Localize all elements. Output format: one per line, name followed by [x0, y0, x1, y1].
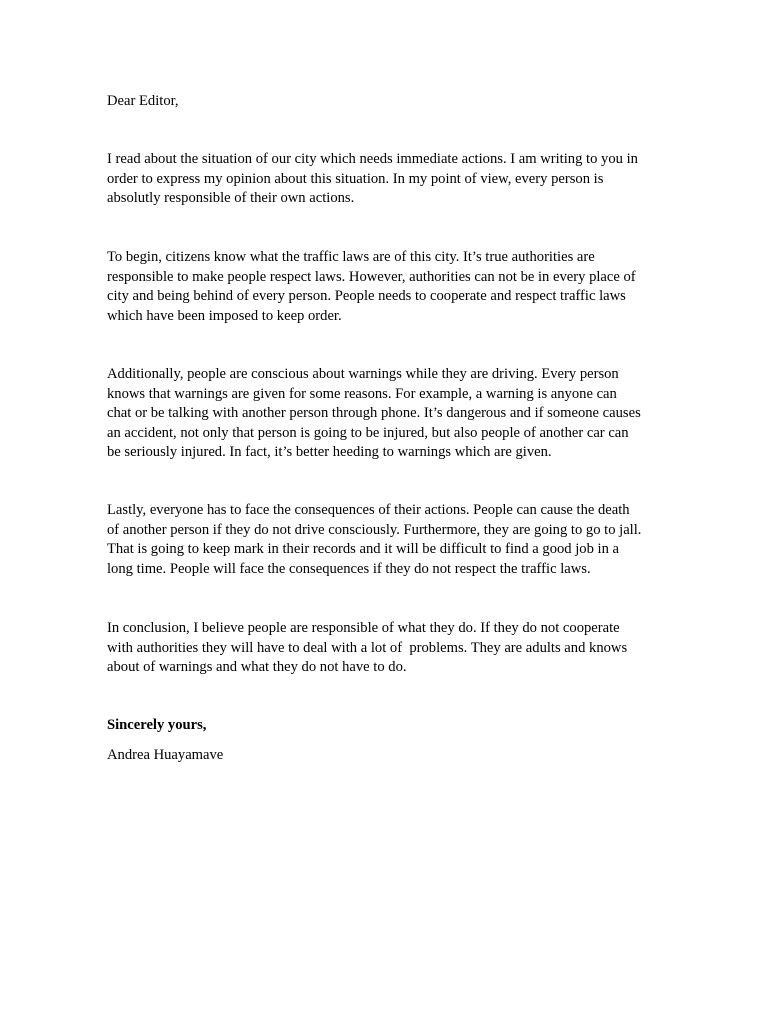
- paragraph-line: of another person if they do not drive consciously. Furthermore, they are going to go to jall.: [107, 521, 642, 538]
- paragraph-line: an accident, not only that person is going to be injured, but also people of another car can: [107, 424, 629, 441]
- paragraph-line: be seriously injured. In fact, it’s better heeding to warnings which are given.: [107, 444, 552, 460]
- paragraph-line: about of warnings and what they do not have to do.: [107, 659, 407, 675]
- paragraph-line: long time. People will face the consequences if they do not respect the traffic laws.: [107, 560, 591, 577]
- paragraph-line: absolutly responsible of their own actions.: [107, 190, 355, 206]
- paragraph-line: which have been imposed to keep order.: [107, 307, 342, 324]
- paragraph-line: chat or be talking with another person through phone. It’s dangerous and if someone causes: [107, 405, 641, 421]
- paragraph-line: I read about the situation of our city which needs immediate actions. I am writing to you in: [107, 151, 638, 167]
- paragraph-line: knows that warnings are given for some reasons. For example, a warning is anyone can: [107, 385, 617, 402]
- paragraph-line: city and being behind of every person. People needs to cooperate and respect traffic laws: [107, 288, 626, 304]
- salutation: Dear Editor,: [107, 93, 179, 109]
- paragraph-line: Additionally, people are conscious about warnings while they are driving. Every person: [107, 366, 619, 382]
- paragraph-line: responsible to make people respect laws. However, authorities can not be in every place of: [107, 268, 636, 285]
- paragraph-line: That is going to keep mark in their records and it will be difficult to find a good job in a: [107, 541, 620, 557]
- signature-name: Andrea Huayamave: [107, 747, 224, 763]
- paragraph-line: with authorities they will have to deal with a lot of problems. They are adults and knows: [107, 639, 628, 656]
- closing: Sincerely yours,: [107, 717, 207, 733]
- paragraph-line: Lastly, everyone has to face the consequences of their actions. People can cause the death: [107, 502, 630, 518]
- paragraph-line: To begin, citizens know what the traffic laws are of this city. It’s true authorities are: [107, 249, 595, 265]
- paragraph-line: In conclusion, I believe people are responsible of what they do. If they do not cooperate: [107, 620, 620, 636]
- paragraph-line: order to express my opinion about this situation. In my point of view, every person is: [107, 170, 604, 187]
